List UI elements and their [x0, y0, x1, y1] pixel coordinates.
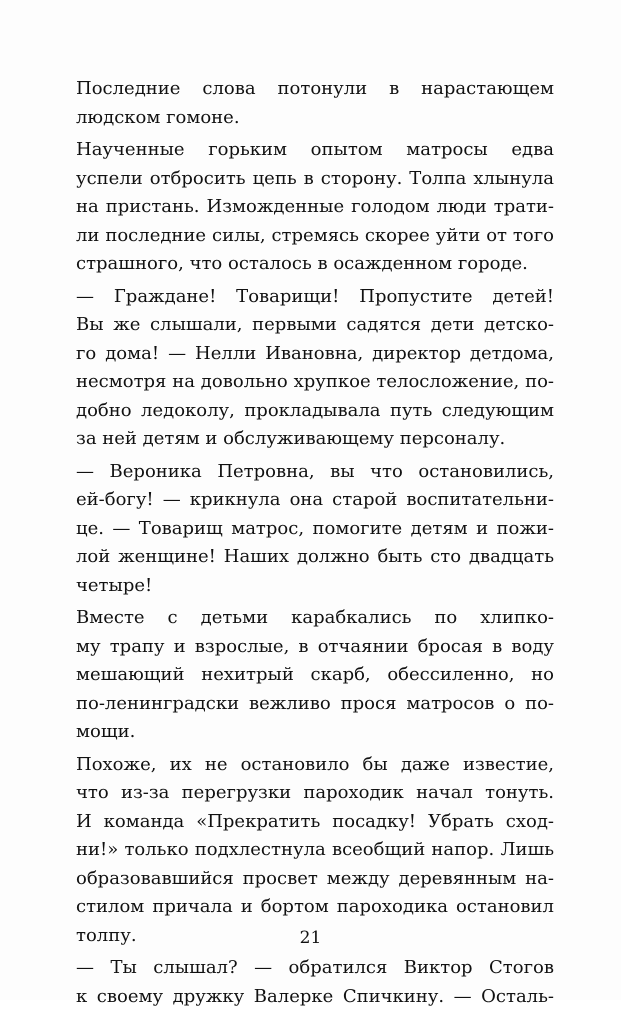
text-line: го дома! — Нелли Ивановна, директор детдома, [76, 342, 554, 364]
body-text [76, 75, 554, 1015]
text-line: что из-за перегрузки пароходик начал тонуть. [76, 782, 554, 803]
text-line: — Граждане! Товарищи! Пропустите детей! [76, 285, 554, 307]
page-number: 21 [299, 928, 322, 948]
text-line: — Ты слышал? — обратился Виктор Стогов [76, 957, 554, 978]
paragraph-1 [76, 75, 554, 132]
text-line: ли последние силы, стремясь скорее уйти от того [76, 224, 554, 246]
paragraph-4 [76, 458, 554, 601]
text-line: ей-богу! — крикнула она старой воспитательни- [76, 489, 554, 510]
text-line: страшного, что осталось в осажденном городе. [76, 253, 528, 274]
text-line: образовавшийся просвет между деревянным на- [76, 867, 554, 889]
text-line: Вместе с детьми карабкались по хлипко- [76, 607, 554, 628]
text-line: успели отбросить цепь в сторону. Толпа хлынула [76, 167, 554, 189]
text-line: Наученные горьким опытом матросы едва [76, 139, 554, 160]
text-line: ни!» только подхлестнула всеобщий напор. Лишь [76, 839, 554, 860]
text-line: на пристань. Изможденные голодом люди трати- [76, 196, 554, 217]
text-line: стилом причала и бортом пароходика остановил [76, 896, 554, 917]
text-line: к своему дружку Валерке Спичкину. — Осталь- [76, 985, 554, 1007]
text-line: И команда «Прекратить посадку! Убрать сход- [76, 810, 554, 832]
text-line: четыре! [76, 574, 153, 596]
paragraph-6 [76, 751, 554, 951]
text-line: несмотря на довольно хрупкое телосложение, по- [76, 371, 554, 392]
paragraph-2 [76, 136, 554, 279]
text-line: лой женщине! Наших должно быть сто двадцать [76, 546, 554, 567]
text-line: Вы же слышали, первыми садятся дети детско- [76, 314, 554, 335]
text-line: мешающий нехитрый скарб, обессиленно, но [76, 664, 554, 685]
paragraph-3 [76, 283, 554, 454]
text-line: Похоже, их не остановило бы даже известие, [76, 753, 554, 775]
text-line: добно ледоколу, прокладывала путь следующим [76, 399, 554, 421]
text-line: толпу. [76, 924, 137, 946]
text-line: це. — Товарищ матрос, помогите детям и пожи- [76, 517, 554, 539]
text-line: Последние слова потонули в нарастающем [76, 78, 554, 99]
text-line: му трапу и взрослые, в отчаянии бросая в воду [76, 635, 554, 657]
text-line: мощи. [76, 721, 136, 742]
paragraph-7 [76, 954, 554, 1011]
text-line: — Вероника Петровна, вы что остановились, [76, 460, 554, 482]
text-line: людском гомоне. [76, 106, 240, 128]
text-line: по-ленинградски вежливо прося матросов о по- [76, 692, 554, 714]
paragraph-5 [76, 604, 554, 747]
text-line: за ней детям и обслуживающему персоналу. [76, 428, 506, 449]
